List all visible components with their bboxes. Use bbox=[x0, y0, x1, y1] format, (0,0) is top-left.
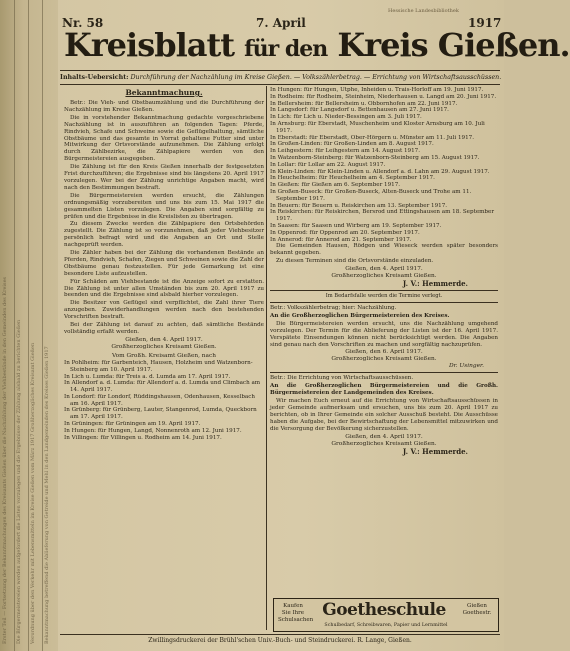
newspaper-title bbox=[64, 26, 570, 64]
paragraph: Betr.: Die Vieh- und Obstbaumzählung und die Durchführung der Nachzählung im Kreise Gießen. bbox=[64, 100, 264, 113]
list-item: In Rodheim: für Rodheim, Steinheim, Niederhausen u. Langd am 20. Juni 1917. bbox=[270, 93, 497, 100]
list-item: In Annerod: für Annerod am 21. September 1917. bbox=[270, 236, 412, 243]
paragraph: Zu diesen Terminen sind die Ortsvorstände einzuladen. bbox=[276, 258, 434, 265]
signature-date: Gießen, den 4. April 1917. bbox=[345, 266, 423, 273]
list-item: In Grüningen: für Grüningen am 19. April 1917. bbox=[64, 421, 201, 428]
advertisement-goetheschule bbox=[273, 598, 499, 632]
paragraph: Die Gemeinden Hausen, Rödgen und Wieseck werden später besonders bekannt gegeben. bbox=[270, 243, 498, 257]
list-item: In Lich u. Lumda: für Treis a. d. Lumda am 17. April 1917. bbox=[64, 373, 231, 380]
library-stamp: Hessische Landesbibliothek bbox=[388, 8, 459, 14]
bleed-rule bbox=[14, 0, 15, 651]
signature-name: J. V.: Hemmerde. bbox=[402, 446, 468, 456]
title-mid: für den bbox=[244, 36, 328, 62]
list-item: In Pohlheim: für Garbenteich, Hausen, Holzheim und Watzenborn-Steinberg am 10. April 1917. bbox=[64, 359, 253, 373]
divider bbox=[270, 302, 498, 303]
bleed-rule bbox=[42, 0, 43, 651]
bleed-text-column: Bekanntmachung betreffend die Ablieferung von Getreide und Mehl in den Landgemeinden des Kreises Gießen 1917 bbox=[44, 346, 50, 644]
list-item: In Lich: für Lich u. Nieder-Bessingen am 3. Juli 1917. bbox=[270, 114, 422, 121]
column-divider bbox=[266, 86, 267, 630]
contents-bar bbox=[60, 70, 500, 85]
adjacent-page-bleed bbox=[0, 0, 58, 651]
signature-office: Großherzogliches Kreisamt Gießen. bbox=[331, 356, 437, 363]
list-item: In Beuern: für Beuern u. Reiskirchen am 13. September 1917. bbox=[270, 202, 448, 209]
ad-subline: Schulbedarf, Schreibwaren, Papier und Lernmittel bbox=[324, 623, 448, 628]
list-item: In Hungen: für Hungen, Langd, Nonnenroth am 12. Juni 1917. bbox=[64, 427, 242, 434]
list-item: In Eberstadt: für Eberstadt, Ober-Hörgern u. Münster am 11. Juli 1917. bbox=[270, 134, 474, 141]
list-item: In Hungen: für Hungen, Utphe, Inheiden u. Trais-Horloff am 19. Juni 1917. bbox=[270, 87, 484, 93]
announcement-subject: Betr.: Volkszählerbetrag; hier: Nachzählung. bbox=[270, 305, 397, 312]
ad-left-text: Kaufen Sie Ihre Schulsachen bbox=[278, 603, 314, 623]
list-item: In Klein-Linden: für Klein-Linden u. Allendorf a. d. Lahn am 29. August 1917. bbox=[270, 168, 490, 175]
signature-office: Großherzogliches Kreisamt Gießen. bbox=[111, 343, 217, 350]
title-main: Kreisblatt bbox=[64, 26, 235, 64]
announcement-addressee: An die Großherzoglichen Bürgermeistereien und die Großh. Bürgermeistereien der Landgemeinden des Kreises. bbox=[270, 383, 498, 397]
list-item: In Grünberg: für Grünberg, Lauter, Stangenrod, Lumda, Queckborn am 17. April 1917. bbox=[64, 407, 257, 421]
note: Im Bedarfsfalle werden die Termine verlegt. bbox=[325, 293, 443, 300]
divider bbox=[270, 290, 498, 291]
paragraph: Die Bürgermeistereien werden ersucht, die Zählungen ordnungsmäßig vorzubereiten und uns bis zum 15. Mai 1917 die gesammelten Listen vorzulegen. Die Angaben sind sorgfältig zu prüfen und die Ergebnisse in die Kreislisten zu übertragen. bbox=[64, 192, 264, 220]
announcement-subject: Betr.: Die Errichtung von Wirtschaftsausschüssen. bbox=[270, 375, 414, 382]
signature-office: Großherzogliches Kreisamt Gießen. bbox=[331, 273, 437, 280]
list-item: In Reiskirchen: für Reiskirchen, Bersrod und Ettingshausen am 18. September 1917. bbox=[270, 209, 494, 223]
signature-office: Großherzogliches Kreisamt Gießen. bbox=[331, 440, 437, 447]
announcement-addressee: An die Großherzoglichen Bürgermeistereien des Kreises. bbox=[270, 312, 450, 319]
signature-date: Gießen, den 6. April 1917. bbox=[345, 349, 423, 356]
paragraph: Zu diesem Zwecke werden die Zählpapiere den Ortsbehörden zugestellt. Die Zählung ist so vorzunehmen, daß jeder Viehbesitzer persönlich befragt wird und die Angaben an Ort und Stelle nachgeprüft werden. bbox=[64, 221, 264, 249]
printer-footer: Zwillingsdruckerei der Brühl'schen Univ.-Buch- und Steindruckerei. R. Lange, Gießen. bbox=[60, 634, 500, 647]
list-item: In Oppenrod: für Oppenrod am 20. September 1917. bbox=[270, 229, 420, 236]
list-item: In Londorf: für Londorf, Rüddingshausen, Odenhausen, Kesselbach am 16. April 1917. bbox=[64, 393, 255, 407]
list-item: In Heuchelheim: für Heuchelheim am 4. September 1917. bbox=[270, 175, 435, 182]
announcement-title: Bekanntmachung. bbox=[125, 88, 203, 97]
list-item: In Arnsburg: für Eberstadt, Muschenheim und Kloster Arnsburg am 10. Juli 1917. bbox=[270, 120, 485, 134]
bleed-text-column: Erster Teil — Fortsetzung der Bekanntmachungen des Kreisamts Gießen über die Nachzählung der Viehbestände in den Gemeinden des Kreises bbox=[2, 276, 8, 644]
list-item: In Bellersheim: für Bellersheim u. Obbornhofen am 22. Juni 1917. bbox=[270, 100, 458, 107]
ad-right-text: Gießen Goethestr. bbox=[462, 603, 492, 616]
list-item: In Gießen: für Gießen am 6. September 1917. bbox=[270, 182, 401, 189]
list-item: In Langsdorf: für Langsdorf u. Bettenhausen am 27. Juni 1917. bbox=[270, 107, 449, 114]
schedule-heading: Vom Großh. Kreisamt Gießen, nach bbox=[112, 352, 216, 359]
issue-date: 7. April bbox=[256, 16, 306, 30]
left-column bbox=[64, 87, 264, 629]
list-item: In Leihgestern: für Leihgestern am 14. August 1917. bbox=[270, 148, 421, 155]
list-item: In Villingen: für Villingen u. Rodheim am 14. Juni 1917. bbox=[64, 434, 222, 441]
bleed-text-column: Die Bürgermeistereien werden aufgefordert die Listen vorzulegen und die Ergebnisse der Zählung alsbald zu berichten Gießen bbox=[16, 319, 22, 644]
paragraph: Die Zählung ist für den Kreis Gießen innerhalb der festgesetzten Frist durchzuführen; die Ergebnisse sind bis längstens 20. April 1917 vorzulegen. Wer bei der Zählung unrichtige Angaben macht, wird nach den Bestimmungen bestraft. bbox=[64, 164, 264, 191]
paragraph: Die Besitzer von Geflügel sind verpflichtet, die Zahl ihrer Tiere anzugeben. Zuwiderhandlungen werden nach den bestehenden Vorschriften bestraft. bbox=[64, 300, 264, 321]
paragraph: Die Zähler haben bei der Zählung die vorhandenen Bestände an Pferden, Rindvieh, Schafen, Ziegen und Schweinen sowie die Zahl der Obstbäume genau festzustellen. Für jede Gemarkung ist eine besondere Liste aufzustellen. bbox=[64, 250, 264, 277]
ad-title: Goetheschule bbox=[322, 600, 446, 620]
signature-date: Gießen, den 4. April 1917. bbox=[345, 433, 423, 440]
schedule-list bbox=[64, 360, 264, 442]
divider bbox=[270, 372, 498, 373]
contents-label: Inhalts-Uebersicht: bbox=[60, 74, 129, 81]
paragraph: Bei der Zählung ist darauf zu achten, daß sämtliche Bestände vollständig erfaßt werden. bbox=[64, 322, 264, 335]
paragraph: Die Bürgermeistereien werden ersucht, uns die Nachzählung umgehend vorzulegen. Der Termin für die Ablieferung der Listen ist der 16. April 1917. Verspätete Einsendungen können nicht berücksichtigt werden. Die Angaben sind genau nach den Vorschriften zu machen und sorgfältig nachzuprüfen. bbox=[270, 320, 498, 348]
list-item: In Saasen: für Saasen und Wirberg am 19. September 1917. bbox=[270, 222, 442, 229]
issue-year: 1917 bbox=[468, 16, 502, 30]
bleed-rule bbox=[28, 0, 29, 651]
bleed-text-column: Verordnung über den Verkehr mit Lebensmitteln im Kreise Gießen vom März 1917 Großherzogliches Kreisamt Gießen bbox=[30, 342, 36, 644]
signature-name: Dr. Usinger. bbox=[448, 363, 484, 370]
list-item: In Allendorf a. d. Lumda: für Allendorf a. d. Lumda und Climbach am 14. April 1917. bbox=[64, 380, 261, 394]
paragraph: Wir machen Euch erneut auf die Errichtung von Wirtschaftsausschüssen in jeder Gemeinde aufmerksam und ersuchen, uns bis zum 20. April 1917 zu berichten, ob in Ihrer Gemeinde ein solcher Ausschuß besteht. Die Ausschüsse haben die Aufgabe, bei der Bewirtschaftung der Lebensmittel mitzuwirken und die Versorgung der Bevölkerung sicherzustellen. bbox=[270, 398, 498, 432]
schedule-list-continued bbox=[270, 87, 498, 243]
list-item: In Lollar: für Lollar am 22. August 1917. bbox=[270, 161, 386, 168]
paragraph: Für Schäden am Viehbestande ist die Anzeige sofort zu erstatten. Die Zählung ist unter allen Umständen bis zum 20. April 1917 zu beenden und die Ergebnisse sind alsbald hierher vorzulegen. bbox=[64, 278, 264, 299]
title-end: Kreis Gießen. bbox=[337, 26, 570, 64]
list-item: In Großen-Linden: für Großen-Linden am 8. August 1917. bbox=[270, 141, 434, 148]
issue-number: Nr. 58 bbox=[62, 16, 104, 30]
list-item: In Watzenborn-Steinberg: für Watzenborn-Steinberg am 15. August 1917. bbox=[270, 154, 480, 161]
signature-date: Gießen, den 4. April 1917. bbox=[125, 336, 203, 343]
contents-text: Durchführung der Nachzählung im Kreise Gießen. — Volkszählerbetrag. — Errichtung von Wirtschaftsausschüssen. bbox=[130, 74, 502, 81]
masthead-area bbox=[60, 2, 570, 70]
right-column bbox=[270, 87, 498, 629]
paragraph: Die in vorstehender Bekanntmachung gedachte vorgeschriebene Nachzählung ist in auszuführen an folgenden Tagen: Pferde, Rindvieh, Schafe und Schweine sowie die Geflügelhaltung, sämtliche Obstbäume und das gesamte in Vorrat gehaltene Futter sind unter Mitwirkung der Ortsvorstände aufzunehmen. Die Zählung erfolgt durch Zählbezirke, die Zählpapiere werden von den Bürgermeistereien ausgegeben. bbox=[64, 114, 264, 163]
list-item: In Großen-Buseck: für Großen-Buseck, Alten-Buseck und Trohe am 11. September 1917. bbox=[270, 188, 472, 202]
signature-name: J. V.: Hemmerde. bbox=[402, 279, 468, 289]
